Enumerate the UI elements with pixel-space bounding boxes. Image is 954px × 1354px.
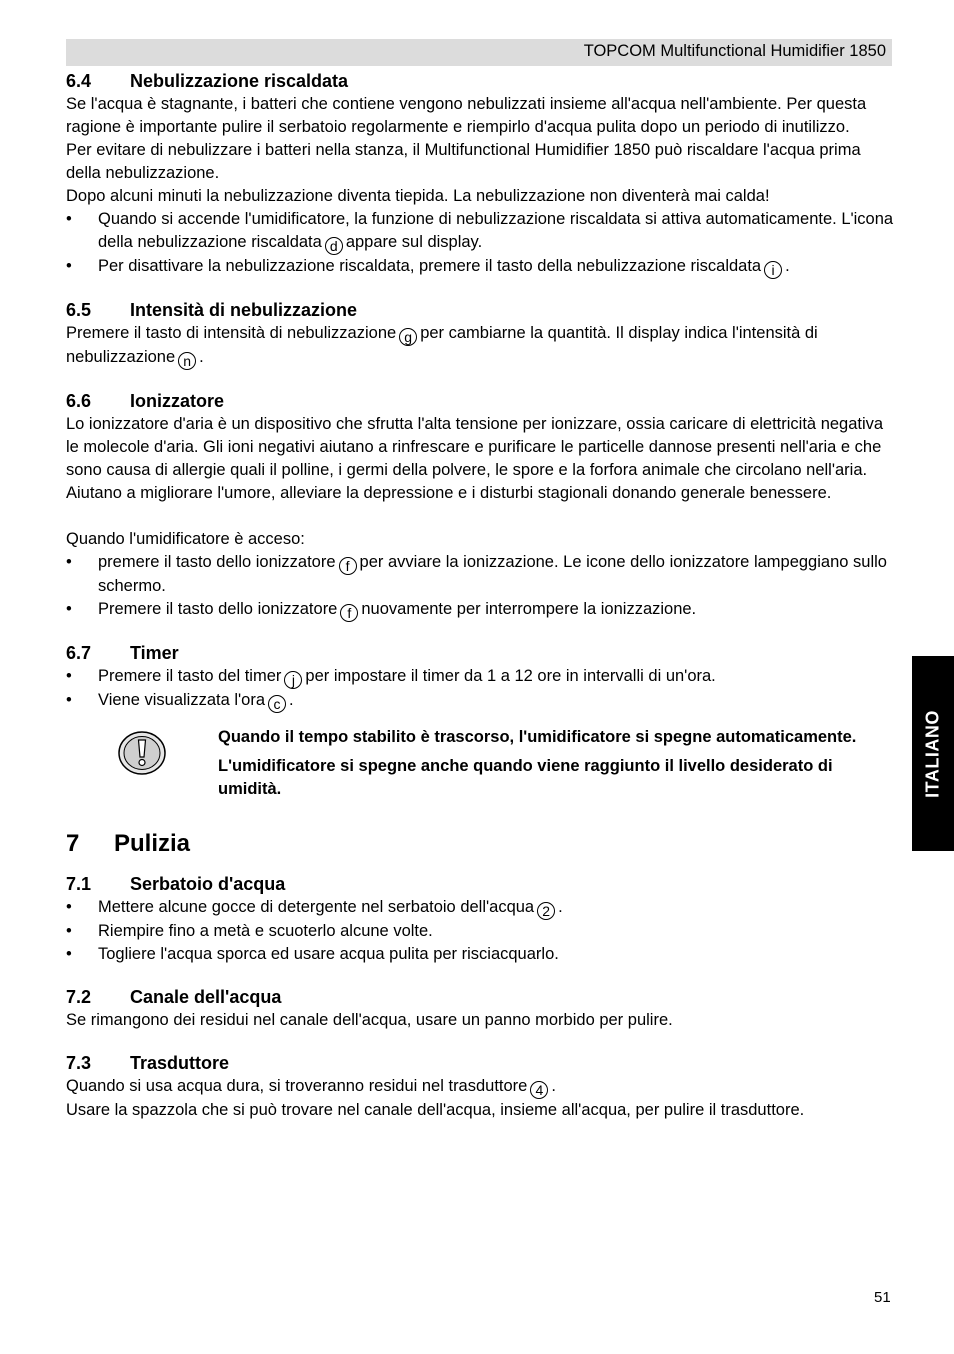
list-item: • Per disattivare la nebulizzazione riscaldata, premere il tasto della nebulizzazione riscaldata i . [66, 255, 896, 279]
exclamation-icon [66, 726, 218, 801]
paragraph: Per evitare di nebulizzare i batteri nella stanza, il Multifunctional Humidifier 1850 può riscaldare l'acqua prima della nebulizzazione. [66, 141, 861, 182]
reference-callout-icon: d [325, 237, 343, 255]
section-heading-6-6: 6.6 Ionizzatore [66, 391, 225, 411]
reference-callout-icon: f [339, 557, 357, 575]
reference-callout-icon: 4 [530, 1081, 548, 1099]
list-item: • Mettere alcune gocce di detergente nel serbatoio dell'acqua 2 . [66, 896, 896, 920]
reference-callout-icon: g [399, 328, 417, 346]
reference-callout-icon: n [178, 352, 196, 370]
list-item: • Quando si accende l'umidificatore, la funzione di nebulizzazione riscaldata si attiva automaticamente. L'icona della nebulizzazione riscaldata d appare sul display. [66, 208, 896, 255]
bullet-list [66, 208, 896, 279]
section-heading-6-5: 6.5 Intensità di nebulizzazione [66, 300, 358, 320]
reference-callout-icon: 2 [537, 902, 555, 920]
reference-callout-icon: c [268, 695, 286, 713]
section-heading-7-3: 7.3 Trasduttore [66, 1053, 230, 1073]
reference-callout-icon: i [764, 261, 782, 279]
section-heading-7-1: 7.1 Serbatoio d'acqua [66, 874, 286, 894]
paragraph: Dopo alcuni minuti la nebulizzazione diventa tiepida. La nebulizzazione non diventerà mai calda! [66, 187, 770, 205]
paragraph: Quando l'umidificatore è acceso: [66, 530, 305, 548]
list-item: • Riempire fino a metà e scuoterlo alcune volte. [66, 920, 896, 943]
language-side-tab: ITALIANO [912, 656, 954, 851]
list-item: • premere il tasto dello ionizzatore f per avviare la ionizzazione. Le icone dello ionizzatore lampeggiano sullo schermo. [66, 551, 896, 598]
page-number: 51 [874, 1289, 891, 1306]
list-item: • Premere il tasto del timer j per impostare il timer da 1 a 12 ore in intervalli di un'ora. [66, 665, 896, 689]
bullet-list [66, 665, 896, 713]
warning-note [66, 726, 896, 801]
page-content [66, 70, 896, 1122]
bullet-list [66, 551, 896, 622]
list-item: • Togliere l'acqua sporca ed usare acqua pulita per risciacquarlo. [66, 943, 896, 966]
section-heading-6-4: 6.4 Nebulizzazione riscaldata [66, 71, 349, 91]
paragraph: Premere il tasto di intensità di nebulizzazione g per cambiarne la quantità. Il display indica l'intensità di nebulizzazione n . [66, 324, 818, 369]
section-heading-7-2: 7.2 Canale dell'acqua [66, 987, 282, 1007]
header-bar [66, 39, 892, 66]
list-item: • Premere il tasto dello ionizzatore f nuovamente per interrompere la ionizzazione. [66, 598, 896, 622]
section-heading-6-7: 6.7 Timer [66, 643, 179, 663]
chapter-heading-7: 7 Pulizia [66, 830, 191, 857]
paragraph: Se l'acqua è stagnante, i batteri che contiene vengono nebulizzati insieme all'acqua nell'ambiente. Per questa ragione è importante pulire il serbatoio regolarmente e riempirlo d'acqua pulita dopo un periodo di inutilizzo. [66, 95, 867, 136]
paragraph: Quando si usa acqua dura, si troveranno residui nel trasduttore 4 . [66, 1077, 556, 1098]
paragraph: Usare la spazzola che si può trovare nel canale dell'acqua, insieme all'acqua, per pulire il trasduttore. [66, 1101, 805, 1119]
reference-callout-icon: j [284, 671, 302, 689]
bullet-list [66, 896, 896, 966]
note-text: Quando il tempo stabilito è trascorso, l'umidificatore si spegne automaticamente. L'umidificatore si spegne anche quando viene raggiunto il livello desiderato di umidità. [218, 728, 857, 798]
list-item: • Viene visualizzata l'ora c . [66, 689, 896, 713]
paragraph: Lo ionizzatore d'aria è un dispositivo che sfrutta l'alta tensione per ionizzare, ossia caricare di elettricità negativa le molecole d'aria. Gli ioni negativi aiutano a rinfrescare e purificare le particelle dannose presenti nell'aria e che sono causa di allergie quali il polline, i germi della polvere, le spore e la forfora animale che circolano nell'aria. Aiutano a migliorare l'umore, alleviare la depressione e i disturbi stagionali donando generale benessere. [66, 415, 884, 502]
header-title: TOPCOM Multifunctional Humidifier 1850 [583, 42, 886, 60]
paragraph: Se rimangono dei residui nel canale dell'acqua, usare un panno morbido per pulire. [66, 1011, 673, 1029]
reference-callout-icon: f [340, 604, 358, 622]
